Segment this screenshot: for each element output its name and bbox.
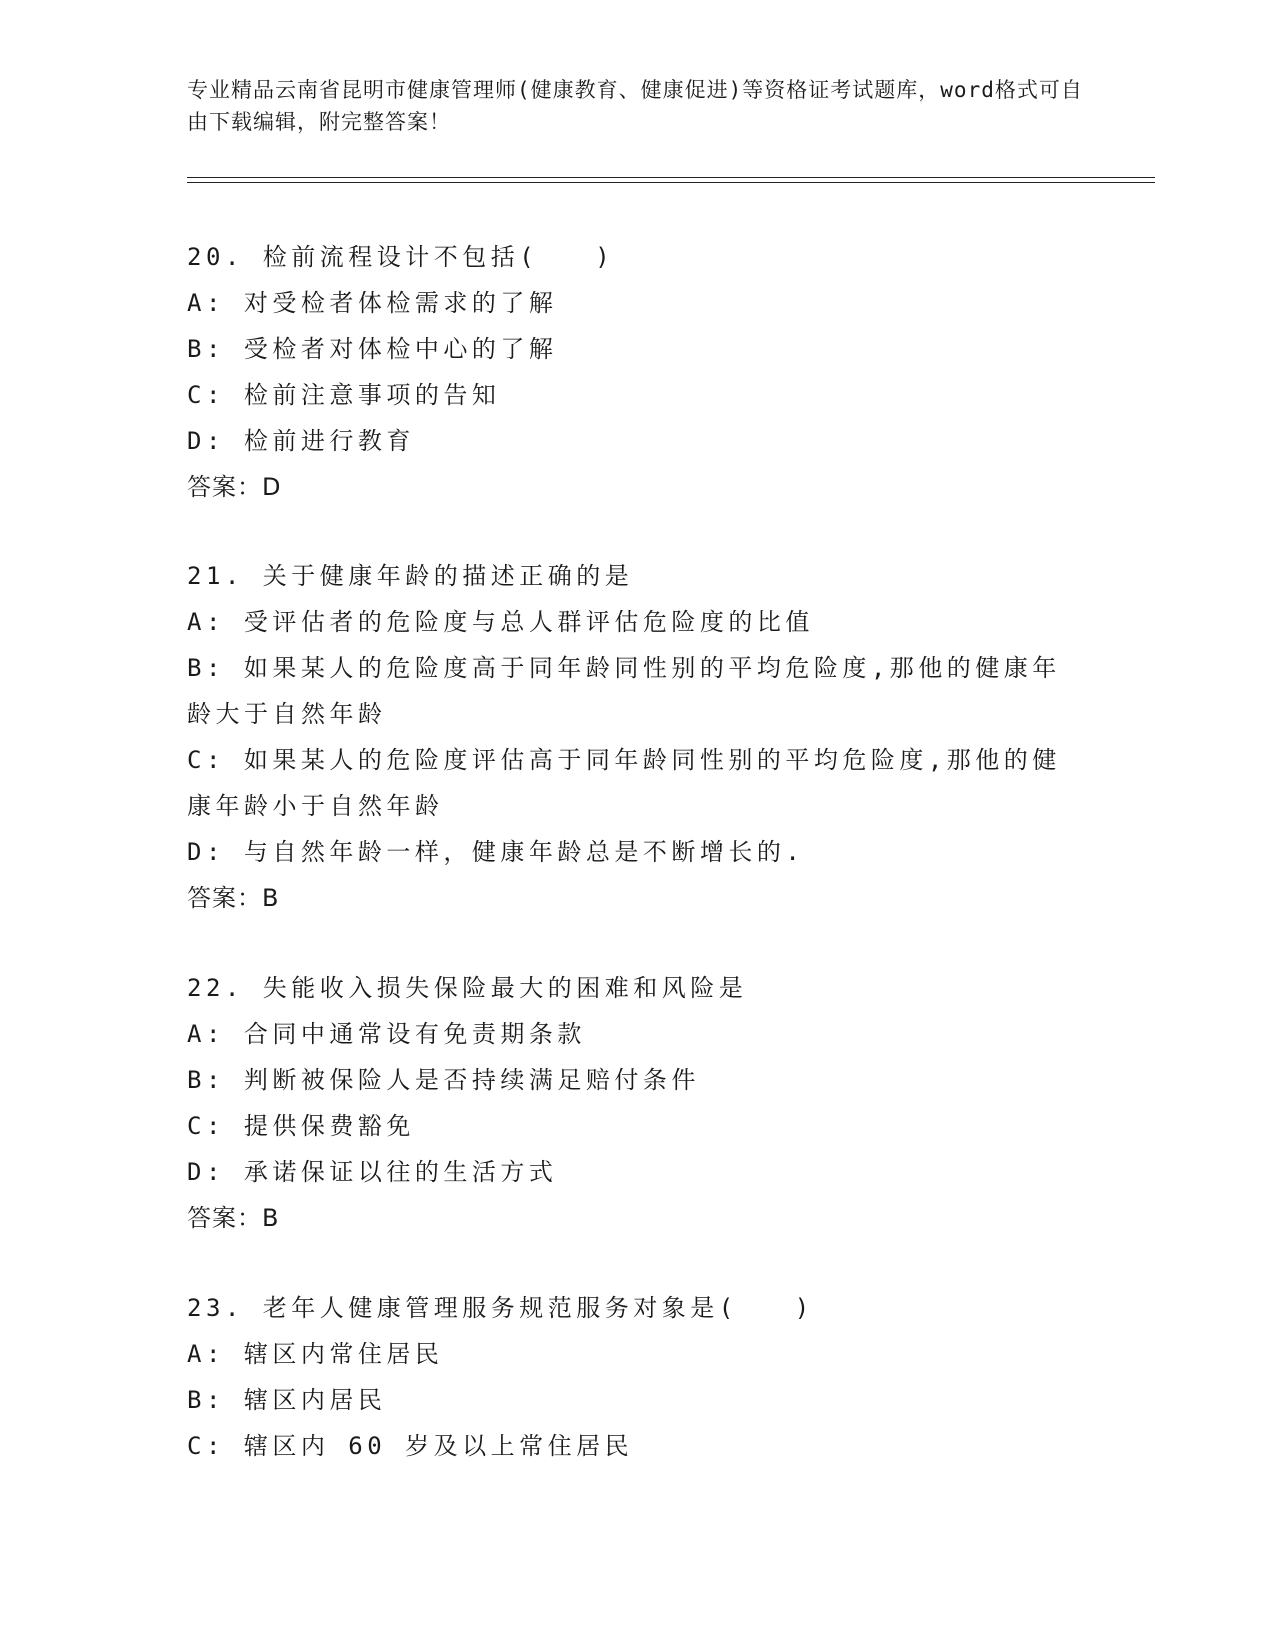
option-b: B: 判断被保险人是否持续满足赔付条件 [187,1066,700,1094]
option-d: D: 与自然年龄一样，健康年龄总是不断增长的. [187,838,805,866]
question-20 [187,234,1067,510]
question-stem: 20. 检前流程设计不包括( ) [187,243,615,271]
answer: 答案：B [187,1204,280,1232]
question-22 [187,965,1067,1241]
option-a: A: 对受检者体检需求的了解 [187,289,558,317]
question-stem: 22. 失能收入损失保险最大的困难和风险是 [187,974,748,1002]
header-divider-bottom [187,182,1155,183]
option-c: C: 辖区内 60 岁及以上常住居民 [187,1432,634,1460]
header-divider-top [187,177,1155,178]
option-c: C: 提供保费豁免 [187,1112,415,1140]
option-c: C: 检前注意事项的告知 [187,381,501,409]
option-c: C: 如果某人的危险度评估高于同年龄同性别的平均危险度,那他的健康年龄小于自然年龄 [187,746,1061,820]
option-d: D: 检前进行教育 [187,427,415,455]
question-stem: 21. 关于健康年龄的描述正确的是 [187,562,634,590]
option-b: B: 辖区内居民 [187,1386,387,1414]
option-a: A: 合同中通常设有免责期条款 [187,1020,586,1048]
header-text: 专业精品云南省昆明市健康管理师(健康教育、健康促进)等资格证考试题库，word格式可自由下载编辑，附完整答案！ [187,78,1083,134]
question-stem: 23. 老年人健康管理服务规范服务对象是( ) [187,1294,814,1322]
question-21 [187,553,1067,921]
question-23 [187,1285,1067,1469]
option-a: A: 辖区内常住居民 [187,1340,444,1368]
option-a: A: 受评估者的危险度与总人群评估危险度的比值 [187,608,814,636]
answer: 答案：B [187,884,280,912]
document-header [187,74,1097,138]
answer: 答案：D [187,473,282,501]
option-b: B: 受检者对体检中心的了解 [187,335,558,363]
option-d: D: 承诺保证以往的生活方式 [187,1158,558,1186]
option-b: B: 如果某人的危险度高于同年龄同性别的平均危险度,那他的健康年龄大于自然年龄 [187,654,1061,728]
